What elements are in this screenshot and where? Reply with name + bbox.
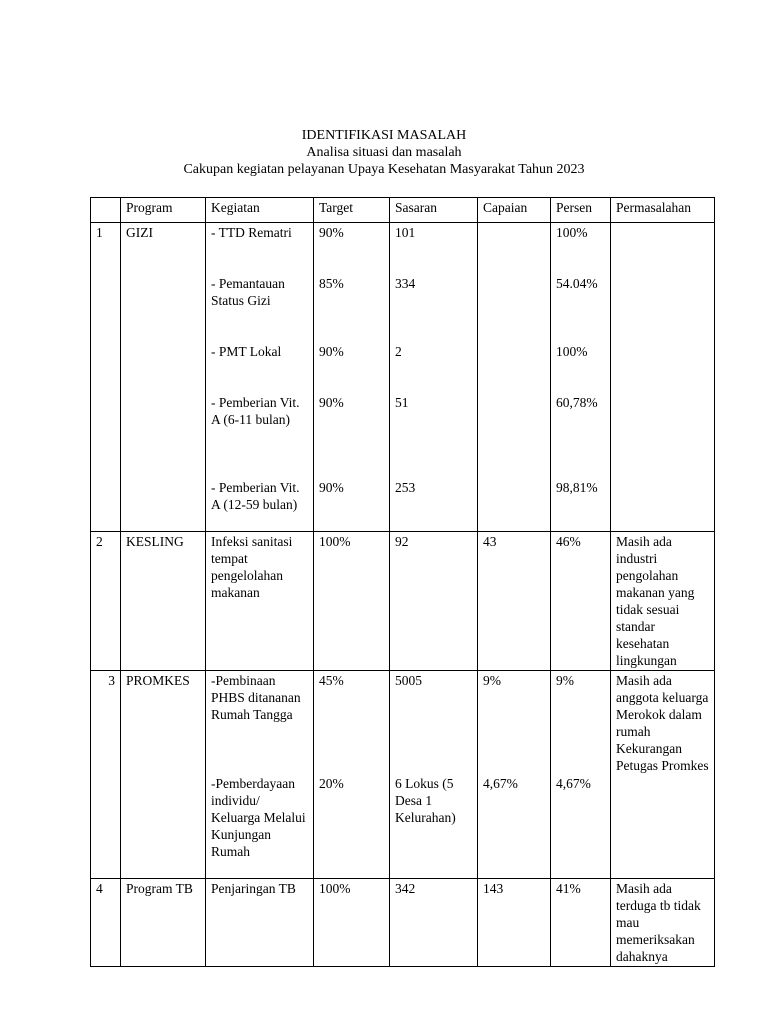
- sasaran-entry: 253: [395, 480, 416, 495]
- capaian-entry: [483, 343, 545, 377]
- table-header-row: [91, 198, 715, 223]
- target-entry: 90%: [319, 344, 344, 359]
- program-cell: PROMKES: [121, 671, 206, 879]
- table-row: [91, 223, 715, 532]
- column-header-sasaran: Sasaran: [390, 198, 478, 223]
- program-cell: GIZI: [121, 223, 206, 532]
- column-header-persen: Persen: [551, 198, 611, 223]
- sasaran-entry: 2: [395, 344, 402, 359]
- kegiatan-entry: - PMT Lokal: [211, 344, 282, 359]
- persen-cell: [551, 671, 611, 879]
- persen-entry: 54.04%: [556, 276, 598, 291]
- persen-cell: [551, 223, 611, 532]
- capaian-entry: [483, 394, 545, 462]
- column-header-kegiatan: Kegiatan: [206, 198, 314, 223]
- document-header: [0, 127, 768, 178]
- sasaran-cell: [390, 223, 478, 532]
- sasaran-cell: [390, 532, 478, 671]
- persen-entry: 4,67%: [556, 776, 591, 791]
- persen-entry: 100%: [556, 225, 588, 240]
- document-subtitle-2: Cakupan kegiatan pelayanan Upaya Kesehatan Masyarakat Tahun 2023: [183, 162, 585, 177]
- kegiatan-entry: -Pembinaan PHBS ditananan Rumah Tangga: [211, 673, 301, 722]
- kegiatan-entry: -Pemberdayaan individu/ Keluarga Melalui Kunjungan Rumah: [211, 776, 306, 859]
- capaian-entry: [483, 275, 545, 326]
- program-cell: Program TB: [121, 879, 206, 967]
- permasalahan-cell: Masih ada terduga tb tidak mau memeriksakan dahaknya: [611, 879, 715, 967]
- persen-cell: [551, 879, 611, 967]
- persen-entry: 60,78%: [556, 395, 598, 410]
- kegiatan-entry: - TTD Rematri: [211, 225, 292, 240]
- persen-entry: 41%: [556, 881, 581, 896]
- permasalahan-cell: Masih ada industri pengolahan makanan yang tidak sesuai standar kesehatan lingkungan: [611, 532, 715, 671]
- kegiatan-cell: [206, 879, 314, 967]
- persen-entry: 9%: [556, 673, 574, 688]
- target-entry: 20%: [319, 776, 344, 791]
- permasalahan-cell: [611, 223, 715, 532]
- target-cell: [314, 879, 390, 967]
- kegiatan-entry: - Pemberian Vit. A (12-59 bulan): [211, 480, 300, 512]
- row-number: 1: [91, 223, 121, 532]
- target-entry: 90%: [319, 225, 344, 240]
- target-entry: 100%: [319, 881, 351, 896]
- target-entry: 45%: [319, 673, 344, 688]
- target-entry: 90%: [319, 395, 344, 410]
- persen-entry: 100%: [556, 344, 588, 359]
- kegiatan-entry: - Pemberian Vit. A (6-11 bulan): [211, 395, 300, 427]
- row-number: 2: [91, 532, 121, 671]
- sasaran-entry: 342: [395, 881, 416, 896]
- sasaran-cell: [390, 879, 478, 967]
- table-row: [91, 532, 715, 671]
- capaian-entry: 43: [483, 534, 497, 549]
- document-subtitle: Analisa situasi dan masalah: [306, 145, 462, 160]
- capaian-entry: [483, 479, 545, 530]
- column-header-permasalahan: Permasalahan: [611, 198, 715, 223]
- sasaran-entry: 92: [395, 534, 409, 549]
- kegiatan-cell: [206, 532, 314, 671]
- sasaran-entry: 334: [395, 276, 416, 291]
- kegiatan-entry: - Pemantauan Status Gizi: [211, 276, 285, 308]
- persen-entry: 46%: [556, 534, 581, 549]
- target-cell: [314, 671, 390, 879]
- column-header-no: [91, 198, 121, 223]
- kegiatan-entry: Infeksi sanitasi tempat pengelolahan makanan: [211, 534, 293, 600]
- column-header-program: Program: [121, 198, 206, 223]
- capaian-cell: [478, 223, 551, 532]
- capaian-entry: 4,67%: [483, 776, 518, 791]
- table-row: [91, 879, 715, 967]
- kegiatan-cell: [206, 223, 314, 532]
- capaian-entry: 9%: [483, 673, 501, 688]
- sasaran-entry: 6 Lokus (5 Desa 1 Kelurahan): [395, 776, 456, 825]
- kegiatan-cell: [206, 671, 314, 879]
- row-number: 3: [91, 671, 121, 879]
- capaian-cell: [478, 532, 551, 671]
- capaian-entry: [483, 224, 545, 258]
- target-entry: 100%: [319, 534, 351, 549]
- target-cell: [314, 223, 390, 532]
- target-entry: 85%: [319, 276, 344, 291]
- problem-identification-table: [90, 197, 715, 967]
- row-number: 4: [91, 879, 121, 967]
- target-cell: [314, 532, 390, 671]
- sasaran-entry: 51: [395, 395, 409, 410]
- capaian-entry: 143: [483, 881, 504, 896]
- column-header-capaian: Capaian: [478, 198, 551, 223]
- target-entry: 90%: [319, 480, 344, 495]
- column-header-target: Target: [314, 198, 390, 223]
- persen-cell: [551, 532, 611, 671]
- capaian-cell: [478, 879, 551, 967]
- kegiatan-entry: Penjaringan TB: [211, 881, 296, 896]
- sasaran-cell: [390, 671, 478, 879]
- document-title: IDENTIFIKASI MASALAH: [301, 128, 467, 143]
- sasaran-entry: 5005: [395, 673, 422, 688]
- permasalahan-cell: Masih ada anggota keluarga Merokok dalam rumah Kekurangan Petugas Promkes: [611, 671, 715, 879]
- table-row: [91, 671, 715, 879]
- capaian-cell: [478, 671, 551, 879]
- program-cell: KESLING: [121, 532, 206, 671]
- persen-entry: 98,81%: [556, 480, 598, 495]
- sasaran-entry: 101: [395, 225, 416, 240]
